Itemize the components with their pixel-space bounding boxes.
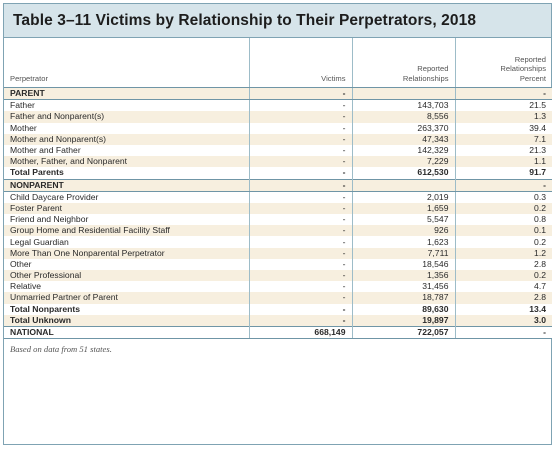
table-row (4, 214, 552, 225)
header-reported (352, 38, 455, 88)
table-row (4, 88, 552, 100)
row-percent: 0.2 (455, 203, 552, 214)
table-row (4, 326, 552, 338)
row-label: Father and Nonparent(s) (4, 111, 249, 122)
row-reported (352, 88, 455, 100)
row-label: NATIONAL (4, 326, 249, 338)
row-label: Child Daycare Provider (4, 191, 249, 203)
row-percent: 3.0 (455, 315, 552, 327)
row-reported: 7,229 (352, 156, 455, 167)
row-reported: 143,703 (352, 100, 455, 112)
row-percent: 0.3 (455, 191, 552, 203)
row-victims: - (249, 145, 352, 156)
row-label: Mother, Father, and Nonparent (4, 156, 249, 167)
row-percent: 1.1 (455, 156, 552, 167)
row-reported: 926 (352, 225, 455, 236)
row-reported: 8,556 (352, 111, 455, 122)
row-label: Other (4, 259, 249, 270)
row-percent: 4.7 (455, 281, 552, 292)
row-label: Group Home and Residential Facility Staff (4, 225, 249, 236)
row-reported: 18,787 (352, 292, 455, 303)
row-percent: 1.2 (455, 248, 552, 259)
row-reported: 1,659 (352, 203, 455, 214)
row-reported: 1,623 (352, 236, 455, 247)
table-body (4, 88, 552, 339)
row-reported: 89,630 (352, 304, 455, 315)
table-row (4, 236, 552, 247)
row-label: Father (4, 100, 249, 112)
row-victims: - (249, 134, 352, 145)
row-percent: 21.3 (455, 145, 552, 156)
row-victims: - (249, 167, 352, 179)
row-percent: 21.5 (455, 100, 552, 112)
table-frame (3, 3, 552, 445)
row-victims: - (249, 292, 352, 303)
row-victims: - (249, 191, 352, 203)
table-row (4, 281, 552, 292)
row-percent: 0.1 (455, 225, 552, 236)
row-percent: 1.3 (455, 111, 552, 122)
row-label: Other Professional (4, 270, 249, 281)
row-victims: - (249, 315, 352, 327)
row-percent: 39.4 (455, 123, 552, 134)
row-victims: - (249, 88, 352, 100)
table-row (4, 315, 552, 327)
row-victims: - (249, 281, 352, 292)
row-percent: 0.2 (455, 236, 552, 247)
row-victims: - (249, 100, 352, 112)
row-victims: - (249, 270, 352, 281)
row-victims: - (249, 214, 352, 225)
row-victims: - (249, 225, 352, 236)
row-label: Mother and Father (4, 145, 249, 156)
row-reported: 18,546 (352, 259, 455, 270)
table-row (4, 191, 552, 203)
row-percent: - (455, 88, 552, 100)
row-label: Mother and Nonparent(s) (4, 134, 249, 145)
row-reported: 263,370 (352, 123, 455, 134)
row-percent: 0.2 (455, 270, 552, 281)
row-reported: 1,356 (352, 270, 455, 281)
row-reported: 2,019 (352, 191, 455, 203)
row-label: Friend and Neighbor (4, 214, 249, 225)
table-row (4, 270, 552, 281)
table-row (4, 179, 552, 191)
row-percent: - (455, 326, 552, 338)
row-victims: - (249, 111, 352, 122)
table-row (4, 259, 552, 270)
row-percent: 91.7 (455, 167, 552, 179)
row-percent: - (455, 179, 552, 191)
row-reported: 19,897 (352, 315, 455, 327)
row-percent: 2.8 (455, 259, 552, 270)
row-victims: - (249, 123, 352, 134)
table-row (4, 292, 552, 303)
header-row (4, 38, 552, 88)
row-reported: 47,343 (352, 134, 455, 145)
table-row (4, 248, 552, 259)
row-label: Legal Guardian (4, 236, 249, 247)
footnote: Based on data from 51 states. (10, 344, 112, 355)
row-label: PARENT (4, 88, 249, 100)
row-percent: 0.8 (455, 214, 552, 225)
header-reported-label: Reported Relationships (402, 64, 449, 83)
row-label: Foster Parent (4, 203, 249, 214)
row-victims: - (249, 203, 352, 214)
row-label: More Than One Nonparental Perpetrator (4, 248, 249, 259)
row-reported: 7,711 (352, 248, 455, 259)
row-reported (352, 179, 455, 191)
row-label: NONPARENT (4, 179, 249, 191)
row-label: Total Unknown (4, 315, 249, 327)
row-reported: 142,329 (352, 145, 455, 156)
row-percent: 2.8 (455, 292, 552, 303)
table-title: Table 3–11 Victims by Relationship to Their Perpetrators, 2018 (4, 4, 551, 38)
relationship-table (4, 38, 552, 339)
row-victims: 668,149 (249, 326, 352, 338)
table-row (4, 304, 552, 315)
table-row (4, 167, 552, 179)
row-reported: 5,547 (352, 214, 455, 225)
table-row (4, 111, 552, 122)
row-reported: 31,456 (352, 281, 455, 292)
table-row (4, 225, 552, 236)
table-row (4, 203, 552, 214)
header-percent-label: Reported Relationships Percent (500, 54, 546, 83)
row-victims: - (249, 248, 352, 259)
row-percent: 7.1 (455, 134, 552, 145)
table-row (4, 123, 552, 134)
header-perpetrator: Perpetrator (4, 38, 249, 88)
row-label: Mother (4, 123, 249, 134)
row-victims: - (249, 236, 352, 247)
row-victims: - (249, 179, 352, 191)
table-row (4, 100, 552, 112)
row-victims: - (249, 156, 352, 167)
row-percent: 13.4 (455, 304, 552, 315)
row-label: Total Parents (4, 167, 249, 179)
row-label: Relative (4, 281, 249, 292)
header-victims: Victims (249, 38, 352, 88)
row-label: Unmarried Partner of Parent (4, 292, 249, 303)
row-victims: - (249, 259, 352, 270)
row-victims: - (249, 304, 352, 315)
table-row (4, 156, 552, 167)
row-reported: 612,530 (352, 167, 455, 179)
table-row (4, 134, 552, 145)
row-label: Total Nonparents (4, 304, 249, 315)
header-percent (455, 38, 552, 88)
row-reported: 722,057 (352, 326, 455, 338)
table-row (4, 145, 552, 156)
